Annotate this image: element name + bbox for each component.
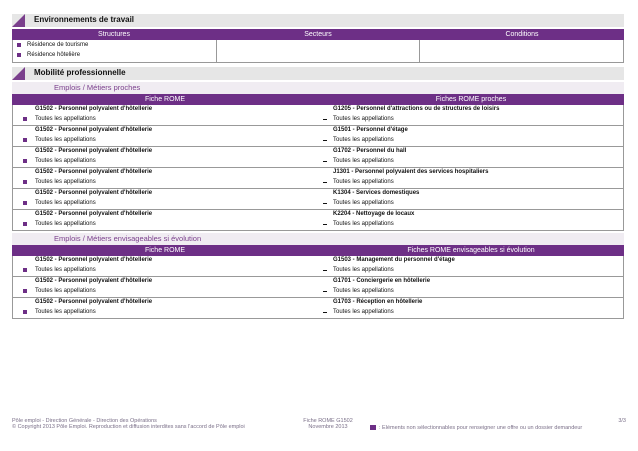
row-right-cell <box>318 210 623 230</box>
rome-code: G1205 - Personnel d'attractions ou de structures de loisirs <box>333 106 500 112</box>
appellation-text: Toutes les appellations <box>35 288 96 294</box>
rome-code: G1502 - Personnel polyvalent d'hôtellerie <box>35 299 153 305</box>
square-bullet-icon <box>23 289 27 293</box>
proches-table-header <box>12 94 624 105</box>
env-section-header <box>12 14 624 27</box>
table-row <box>12 298 624 319</box>
row-left-cell <box>13 277 318 297</box>
section-triangle-icon <box>12 14 25 27</box>
appellation-text: Toutes les appellations <box>35 267 96 273</box>
env-table-header <box>12 29 624 40</box>
rome-code: G1502 - Personnel polyvalent d'hôtellerie <box>35 148 153 154</box>
row-right-cell <box>318 168 623 188</box>
footer-note-text: : Eléments non sélectionnables pour renseigner une offre ou un dossier demandeur <box>379 425 583 431</box>
square-bullet-icon <box>17 53 21 57</box>
row-left-cell <box>13 126 318 146</box>
appellation-text: Toutes les appellations <box>333 200 394 206</box>
list-item: Résidence de tourisme <box>13 40 216 50</box>
appellation-text: Toutes les appellations <box>35 179 96 185</box>
rome-code: K2204 - Nettoyage de locaux <box>333 211 415 217</box>
square-bullet-icon <box>23 201 27 205</box>
row-right-cell <box>318 298 623 318</box>
appellation-text: Toutes les appellations <box>35 158 96 164</box>
appellation-text: Toutes les appellations <box>333 179 394 185</box>
footer-mid1: Fiche ROME G1502 <box>303 418 353 424</box>
mobility-section-header <box>12 67 624 80</box>
rome-code: G1503 - Management du personnel d'étage <box>333 257 455 263</box>
dash-icon <box>323 161 327 162</box>
footer-left <box>12 418 245 430</box>
appellation-text: Toutes les appellations <box>333 309 394 315</box>
rome-code: G1501 - Personnel d'étage <box>333 127 408 133</box>
rome-code: G1502 - Personnel polyvalent d'hôtellerie <box>35 169 153 175</box>
env-structures-col <box>13 40 217 62</box>
dash-icon <box>323 140 327 141</box>
rome-code: K1304 - Services domestiques <box>333 190 420 196</box>
book-icon <box>370 425 376 430</box>
table-row <box>12 105 624 126</box>
table-row <box>12 256 624 277</box>
rome-code: G1701 - Conciergerie en hôtellerie <box>333 278 431 284</box>
mobility-section-title: Mobilité professionnelle <box>34 68 126 77</box>
rome-code: G1502 - Personnel polyvalent d'hôtellerie <box>35 127 153 133</box>
footer-line2: © Copyright 2013 Pôle Emploi. Reproduction et diffusion interdites sans l'accord de Pôle emploi <box>12 424 245 430</box>
dash-icon <box>323 291 327 292</box>
appellation-text: Toutes les appellations <box>35 116 96 122</box>
row-right-cell <box>318 189 623 209</box>
rome-code: J1301 - Personnel polyvalent des services hospitaliers <box>333 169 489 175</box>
appellation-text: Toutes les appellations <box>333 116 394 122</box>
appellation-text: Toutes les appellations <box>333 221 394 227</box>
appellation-text: Toutes les appellations <box>35 200 96 206</box>
rome-code: G1702 - Personnel du hall <box>333 148 407 154</box>
square-bullet-icon <box>23 117 27 121</box>
dash-icon <box>323 119 327 120</box>
row-right-cell <box>318 126 623 146</box>
rome-code: G1502 - Personnel polyvalent d'hôtellerie <box>35 106 153 112</box>
dash-icon <box>323 224 327 225</box>
row-left-cell <box>13 147 318 167</box>
rome-code: G1502 - Personnel polyvalent d'hôtellerie <box>35 257 153 263</box>
dash-icon <box>323 270 327 271</box>
rome-code: G1703 - Réception en hôtellerie <box>333 299 423 305</box>
square-bullet-icon <box>23 222 27 226</box>
row-right-cell <box>318 147 623 167</box>
appellation-text: Toutes les appellations <box>35 309 96 315</box>
env-header-conditions: Conditions <box>505 31 539 38</box>
env-header-secteurs: Secteurs <box>304 31 332 38</box>
proches-header-left: Fiche ROME <box>144 96 186 103</box>
square-bullet-icon <box>23 180 27 184</box>
list-item: Résidence hôtelière <box>13 50 216 60</box>
square-bullet-icon <box>23 138 27 142</box>
row-left-cell <box>13 210 318 230</box>
proches-table <box>12 105 624 231</box>
table-row <box>12 126 624 147</box>
evolution-subsection-title: Emplois / Métiers envisageables si évolution <box>12 233 624 245</box>
square-bullet-icon <box>23 159 27 163</box>
row-left-cell <box>13 298 318 318</box>
evolution-table <box>12 256 624 319</box>
evolution-header-left: Fiche ROME <box>144 247 186 254</box>
appellation-text: Toutes les appellations <box>333 267 394 273</box>
row-right-cell <box>318 277 623 297</box>
section-triangle-icon <box>12 67 25 80</box>
footer-mid2: Novembre 2013 <box>308 424 348 430</box>
env-conditions-col <box>420 40 623 62</box>
evolution-header-right: Fiches ROME envisageables si évolution <box>407 247 535 254</box>
env-section-title: Environnements de travail <box>34 15 135 24</box>
appellation-text: Toutes les appellations <box>333 288 394 294</box>
dash-icon <box>323 312 327 313</box>
document-page <box>12 14 624 319</box>
table-row <box>12 168 624 189</box>
footer-mid <box>298 418 358 430</box>
env-secteurs-col <box>217 40 421 62</box>
rome-code: G1502 - Personnel polyvalent d'hôtellerie <box>35 278 153 284</box>
env-header-structures: Structures <box>98 31 130 38</box>
rome-code: G1502 - Personnel polyvalent d'hôtellerie <box>35 211 153 217</box>
table-row <box>12 277 624 298</box>
row-left-cell <box>13 168 318 188</box>
footer-note <box>370 425 582 431</box>
row-left-cell <box>13 189 318 209</box>
square-bullet-icon <box>17 43 21 47</box>
proches-subsection-title: Emplois / Métiers proches <box>12 82 624 94</box>
appellation-text: Toutes les appellations <box>333 158 394 164</box>
table-row <box>12 147 624 168</box>
env-table <box>12 40 624 63</box>
table-row <box>12 210 624 231</box>
row-right-cell <box>318 105 623 125</box>
row-left-cell <box>13 256 318 276</box>
square-bullet-icon <box>23 310 27 314</box>
table-row <box>12 189 624 210</box>
evolution-table-header <box>12 245 624 256</box>
dash-icon <box>323 203 327 204</box>
appellation-text: Toutes les appellations <box>35 137 96 143</box>
dash-icon <box>323 182 327 183</box>
footer-line1: Pôle emploi - Direction Générale - Direction des Opérations <box>12 418 157 424</box>
rome-code: G1502 - Personnel polyvalent d'hôtellerie <box>35 190 153 196</box>
proches-header-right: Fiches ROME proches <box>435 96 507 103</box>
square-bullet-icon <box>23 268 27 272</box>
page-number: 3/3 <box>618 418 626 424</box>
row-right-cell <box>318 256 623 276</box>
row-left-cell <box>13 105 318 125</box>
appellation-text: Toutes les appellations <box>35 221 96 227</box>
appellation-text: Toutes les appellations <box>333 137 394 143</box>
